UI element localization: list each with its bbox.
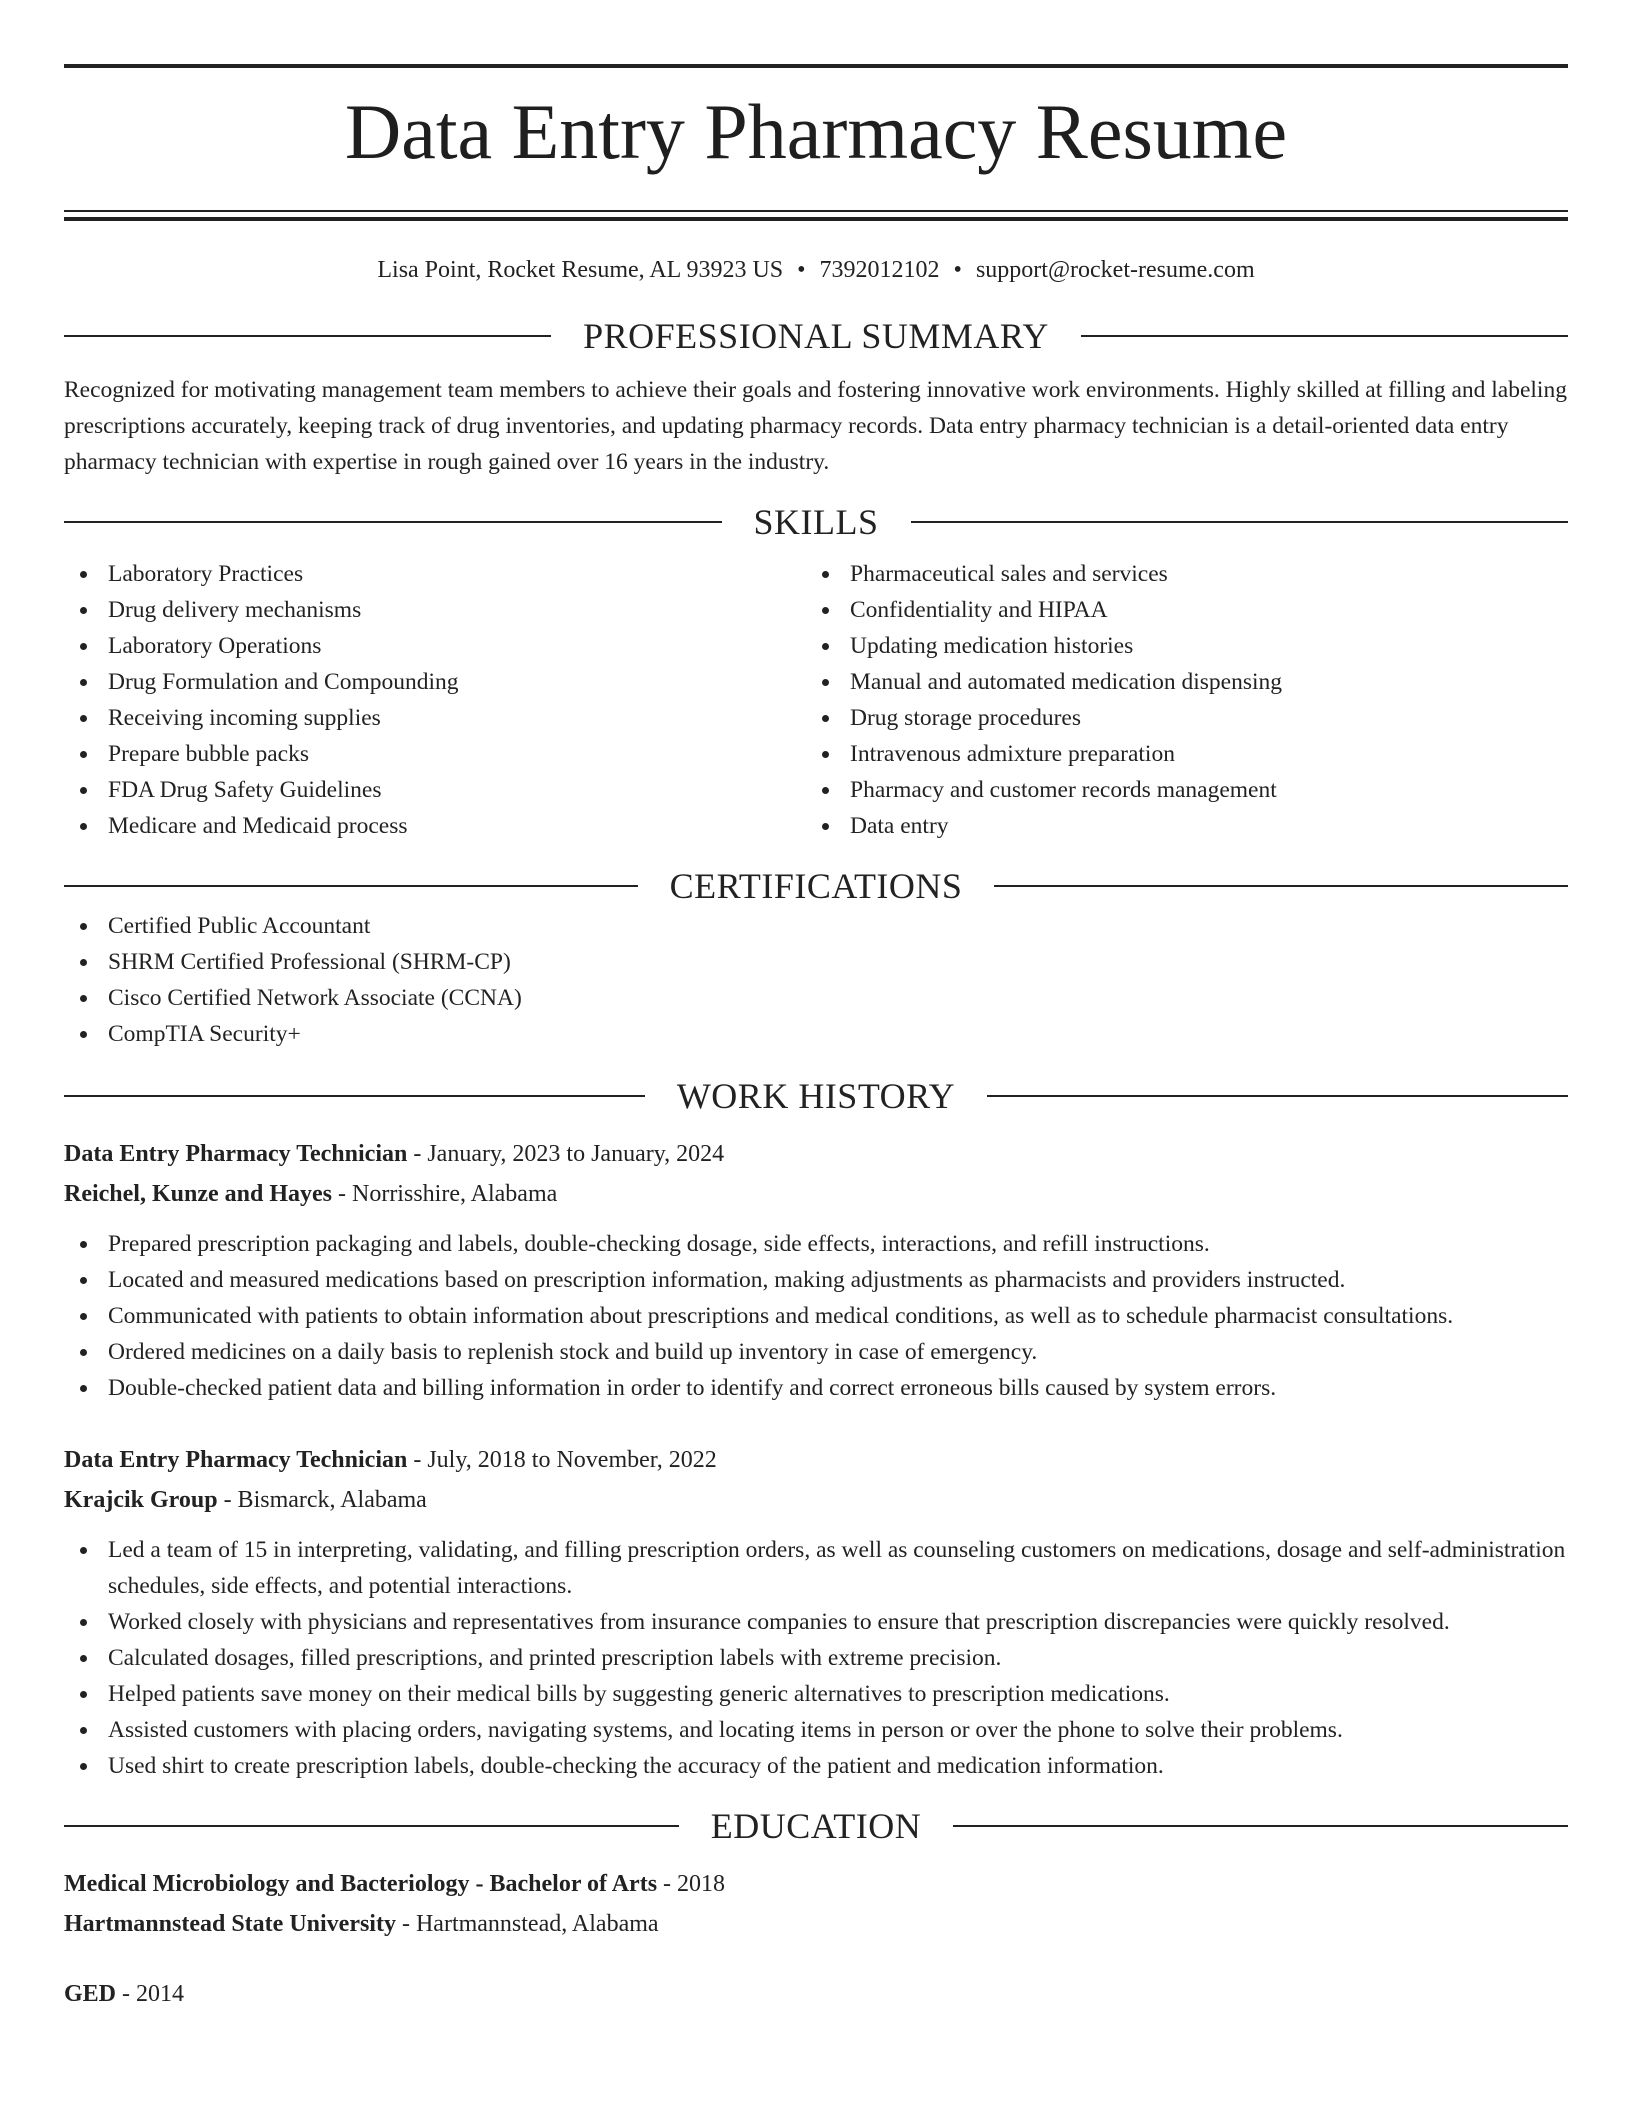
job-dates: - July, 2018 to November, 2022 [407,1447,717,1473]
education-entry [64,1974,1568,2014]
job-company-line [64,1480,1568,1520]
education-school: Hartmannstead State University [64,1911,396,1937]
contact-separator: • [797,257,806,283]
education-location: - Hartmannstead, Alabama [395,1911,659,1937]
skills-column-left [64,556,806,844]
section-title-certifications: CERTIFICATIONS [669,866,963,906]
job-dates: - January, 2023 to January, 2024 [407,1141,725,1167]
divider-line [987,1095,1568,1097]
job-bullets [64,1226,1568,1406]
contact-phone: 7392012102 [819,257,940,283]
certification-item: SHRM Certified Professional (SHRM-CP) [64,944,1568,980]
skill-item: Intravenous admixture preparation [806,736,1568,772]
job-bullet: Led a team of 15 in interpreting, validating, and filling prescription orders, as well as counseling customers on medications, dosage and self-administration schedules, side effects, and potential interactions. [64,1532,1568,1604]
job-title: Data Entry Pharmacy Technician [64,1141,408,1167]
job-bullet: Worked closely with physicians and representatives from insurance companies to ensure that prescription discrepancies were quickly resolved. [64,1604,1568,1640]
skills-column-right [806,556,1568,844]
section-title-skills: SKILLS [753,502,879,542]
section-header-summary [64,314,1568,358]
certification-item: CompTIA Security+ [64,1016,1568,1052]
contact-email: support@rocket-resume.com [975,257,1255,283]
education-degree-line [64,1974,1568,2014]
job-bullet: Calculated dosages, filled prescriptions, and printed prescription labels with extreme precision. [64,1640,1568,1676]
divider-line [64,1825,679,1827]
education-degree-line [64,1864,1568,1904]
skill-item: Laboratory Practices [64,556,806,592]
divider-line [64,521,722,523]
divider-line [64,885,638,887]
skills-list [64,556,1568,844]
job-bullet: Communicated with patients to obtain information about prescriptions and medical conditions, as well as to schedule pharmacist consultations. [64,1298,1568,1334]
section-header-education [64,1804,1568,1848]
divider-line [953,1825,1568,1827]
skill-item: Drug storage procedures [806,700,1568,736]
certification-item: Certified Public Accountant [64,908,1568,944]
skill-item: Manual and automated medication dispensing [806,664,1568,700]
contact-address: Lisa Point, Rocket Resume, AL 93923 US [377,257,784,283]
job-title: Data Entry Pharmacy Technician [64,1447,408,1473]
education-entry [64,1864,1568,1944]
education-degree: GED [64,1981,117,2007]
education-school-line [64,1904,1568,1944]
section-title-work: WORK HISTORY [676,1076,956,1116]
section-header-work [64,1074,1568,1118]
skill-item: Prepare bubble packs [64,736,806,772]
job-bullets [64,1532,1568,1784]
job-company-line [64,1174,1568,1214]
resume-page [64,64,1568,2014]
skill-item: Drug Formulation and Compounding [64,664,806,700]
skill-item: Data entry [806,808,1568,844]
certification-item: Cisco Certified Network Associate (CCNA) [64,980,1568,1016]
title-double-rule [64,210,1568,221]
job-entry [64,1134,1568,1406]
skill-item: Confidentiality and HIPAA [806,592,1568,628]
summary-text: Recognized for motivating management team members to achieve their goals and fostering innovative work environments. Highly skilled at filling and labeling prescriptions accurately, keeping track of drug inventories, and updating pharmacy records. Data entry pharmacy technician is a detail-oriented data entry pharmacy technician with expertise in rough gained over 16 years in the industry. [64,377,1567,475]
section-header-skills [64,500,1568,544]
education-year: - 2018 [657,1871,726,1897]
education-year: - 2014 [116,1981,185,2007]
job-location: - Norrisshire, Alabama [332,1181,558,1207]
skill-item: Updating medication histories [806,628,1568,664]
skill-item: Receiving incoming supplies [64,700,806,736]
divider-line [994,885,1568,887]
job-bullet: Helped patients save money on their medical bills by suggesting generic alternatives to prescription medications. [64,1676,1568,1712]
job-company: Reichel, Kunze and Hayes [64,1181,332,1207]
skill-item: Pharmacy and customer records management [806,772,1568,808]
job-bullet: Prepared prescription packaging and labels, double-checking dosage, side effects, interactions, and refill instructions. [64,1226,1568,1262]
section-title-education: EDUCATION [710,1806,922,1846]
divider-line [64,1095,645,1097]
divider-line [911,521,1569,523]
top-rule [64,64,1568,68]
section-header-certifications [64,864,1568,908]
job-bullet: Located and measured medications based on prescription information, making adjustments as pharmacists and providers instructed. [64,1262,1568,1298]
page-title: Data Entry Pharmacy Resume [344,88,1288,175]
job-location: - Bismarck, Alabama [217,1487,427,1513]
divider-line [64,335,551,337]
section-title-summary: PROFESSIONAL SUMMARY [583,316,1049,356]
contact-separator: • [953,257,962,283]
skill-item: Drug delivery mechanisms [64,592,806,628]
skill-item: Medicare and Medicaid process [64,808,806,844]
job-bullet: Assisted customers with placing orders, navigating systems, and locating items in person or over the phone to solve their problems. [64,1712,1568,1748]
divider-line [1081,335,1568,337]
contact-line [64,257,1568,284]
certifications-list [64,908,1568,1052]
job-bullet: Ordered medicines on a daily basis to replenish stock and build up inventory in case of emergency. [64,1334,1568,1370]
skill-item: Pharmaceutical sales and services [806,556,1568,592]
job-title-line [64,1440,1568,1480]
job-entry [64,1440,1568,1784]
skill-item: FDA Drug Safety Guidelines [64,772,806,808]
job-company: Krajcik Group [64,1487,218,1513]
education-degree: Medical Microbiology and Bacteriology - Bachelor of Arts [64,1871,658,1897]
skill-item: Laboratory Operations [64,628,806,664]
job-title-line [64,1134,1568,1174]
job-bullet: Used shirt to create prescription labels, double-checking the accuracy of the patient and medication information. [64,1748,1568,1784]
job-bullet: Double-checked patient data and billing information in order to identify and correct erroneous bills caused by system errors. [64,1370,1568,1406]
